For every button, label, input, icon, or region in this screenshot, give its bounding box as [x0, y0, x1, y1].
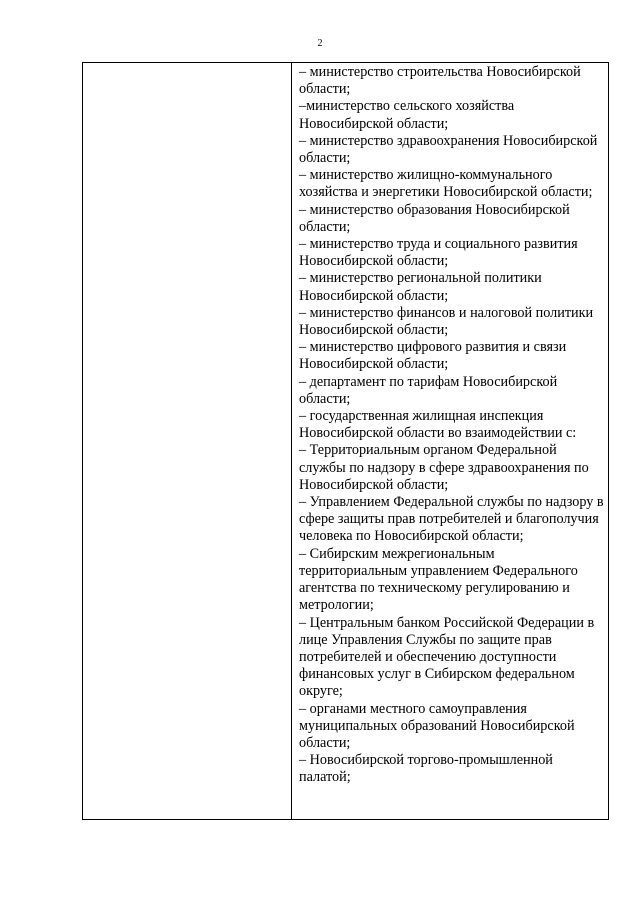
list-item: – министерство финансов и налоговой политики Новосибирской области;: [299, 304, 594, 339]
list-item: – Новосибирской торгово-промышленной палатой;: [299, 752, 553, 786]
page-number: 2: [317, 38, 323, 49]
document-table: [82, 62, 609, 820]
list-item: – министерство образования Новосибирской области;: [299, 201, 570, 235]
list-item: – Центральным банком Российской Федерации в лице Управления Службы по защите прав потребителей и обеспечению доступности финансовых услуг в Сибирском федеральном округе;: [299, 614, 595, 700]
list-item: – Территориальным органом Федеральной службы по надзору в сфере здравоохранения по Новосибирской области;: [299, 442, 589, 493]
list-item: – министерство жилищно-коммунального хозяйства и энергетики Новосибирской области;: [299, 167, 593, 201]
table-left-cell: [83, 63, 292, 819]
list-item: – департамент по тарифам Новосибирской области;: [299, 373, 558, 407]
list-item: – Сибирским межрегиональным территориальным управлением Федерального агентства по техническому регулированию и метрологии;: [299, 545, 578, 614]
list-item: – органами местного самоуправления муниципальных образований Новосибирской области;: [299, 700, 575, 751]
list-item: – министерство региональной политики Новосибирской области;: [299, 270, 542, 304]
list-item: –министерство сельского хозяйства Новосибирской области;: [299, 98, 515, 132]
list-item: – министерство строительства Новосибирской области;: [299, 64, 581, 98]
list-item: – министерство цифрового развития и связи Новосибирской области;: [299, 339, 567, 373]
list-item: – министерство здравоохранения Новосибирской области;: [299, 132, 598, 167]
list-item: – государственная жилищная инспекция Новосибирской области во взаимодействии с:: [299, 408, 577, 442]
list-item: – министерство труда и социального развития Новосибирской области;: [299, 236, 578, 270]
list-item: – Управлением Федеральной службы по надзору в сфере защиты прав потребителей и благополучия человека по Новосибирской области;: [299, 494, 604, 545]
table-right-cell: [292, 63, 608, 819]
